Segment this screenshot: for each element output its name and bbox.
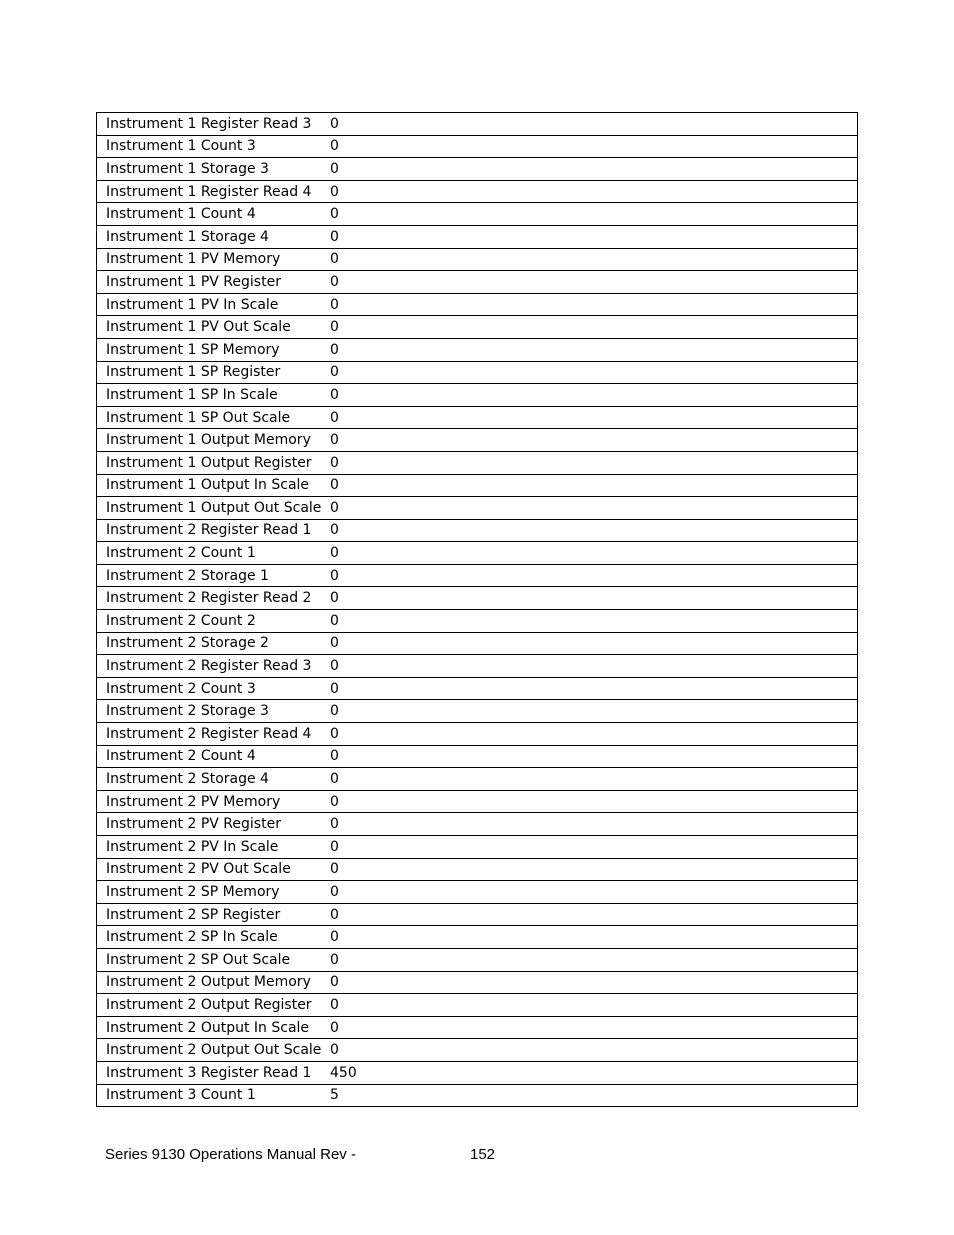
table-row: [97, 203, 858, 226]
parameter-name: Instrument 2 Register Read 3: [97, 655, 322, 678]
parameter-value: 0: [321, 790, 858, 813]
parameter-name: Instrument 1 Count 4: [97, 203, 322, 226]
parameter-name: Instrument 2 Count 1: [97, 542, 322, 565]
parameter-value: 0: [321, 271, 858, 294]
parameter-value: 0: [321, 497, 858, 520]
table-row: [97, 836, 858, 859]
table-row: [97, 768, 858, 791]
parameter-value: 0: [321, 338, 858, 361]
table-row: [97, 519, 858, 542]
parameter-value: 0: [321, 113, 858, 136]
parameter-name: Instrument 1 SP Out Scale: [97, 406, 322, 429]
table-row: [97, 948, 858, 971]
table-row: [97, 813, 858, 836]
parameter-value: 0: [321, 881, 858, 904]
table-row: [97, 1039, 858, 1062]
parameter-name: Instrument 1 SP Memory: [97, 338, 322, 361]
parameter-name: Instrument 1 Output Out Scale: [97, 497, 322, 520]
table-row: [97, 971, 858, 994]
parameter-name: Instrument 1 Output Register: [97, 451, 322, 474]
parameter-value: 450: [321, 1061, 858, 1084]
parameter-name: Instrument 2 SP In Scale: [97, 926, 322, 949]
parameter-name: Instrument 1 Storage 4: [97, 225, 322, 248]
table-row: [97, 745, 858, 768]
table-row: [97, 632, 858, 655]
table-row: [97, 293, 858, 316]
parameter-name: Instrument 2 Storage 4: [97, 768, 322, 791]
table-row: [97, 655, 858, 678]
table-row: [97, 677, 858, 700]
parameter-value: 0: [321, 384, 858, 407]
parameter-name: Instrument 2 Output Register: [97, 994, 322, 1017]
parameter-value: 0: [321, 971, 858, 994]
parameter-value: 0: [321, 836, 858, 859]
parameter-name: Instrument 2 SP Memory: [97, 881, 322, 904]
table-row: [97, 994, 858, 1017]
parameter-name: Instrument 2 PV In Scale: [97, 836, 322, 859]
parameter-name: Instrument 3 Register Read 1: [97, 1061, 322, 1084]
table-row: [97, 881, 858, 904]
parameter-value: 0: [321, 677, 858, 700]
parameter-name: Instrument 2 Count 3: [97, 677, 322, 700]
parameter-name: Instrument 1 Output In Scale: [97, 474, 322, 497]
parameter-value: 0: [321, 293, 858, 316]
parameter-name: Instrument 1 PV In Scale: [97, 293, 322, 316]
parameter-value: 0: [321, 248, 858, 271]
parameter-name: Instrument 2 PV Register: [97, 813, 322, 836]
parameter-value: 0: [321, 723, 858, 746]
table-row: [97, 271, 858, 294]
table-row: [97, 338, 858, 361]
table-row: [97, 451, 858, 474]
parameter-value: 0: [321, 948, 858, 971]
parameter-name: Instrument 2 Register Read 1: [97, 519, 322, 542]
parameter-name: Instrument 2 Output Memory: [97, 971, 322, 994]
parameter-name: Instrument 2 Storage 2: [97, 632, 322, 655]
parameter-name: Instrument 3 Count 1: [97, 1084, 322, 1107]
parameter-value: 0: [321, 700, 858, 723]
parameter-name: Instrument 1 Register Read 3: [97, 113, 322, 136]
parameter-table: [96, 112, 858, 1107]
parameter-value: 0: [321, 610, 858, 633]
parameter-value: 0: [321, 745, 858, 768]
table-row: [97, 180, 858, 203]
parameter-value: 0: [321, 542, 858, 565]
table-row: [97, 542, 858, 565]
parameter-name: Instrument 1 SP Register: [97, 361, 322, 384]
table-row: [97, 158, 858, 181]
parameter-table-body: [97, 113, 858, 1107]
parameter-value: 0: [321, 451, 858, 474]
parameter-value: 0: [321, 361, 858, 384]
parameter-value: 0: [321, 813, 858, 836]
table-row: [97, 1016, 858, 1039]
parameter-value: 0: [321, 180, 858, 203]
parameter-value: 0: [321, 1016, 858, 1039]
parameter-name: Instrument 2 Output In Scale: [97, 1016, 322, 1039]
table-row: [97, 1061, 858, 1084]
parameter-name: Instrument 2 SP Register: [97, 903, 322, 926]
parameter-name: Instrument 2 Register Read 2: [97, 587, 322, 610]
table-row: [97, 361, 858, 384]
parameter-value: 0: [321, 1039, 858, 1062]
parameter-value: 0: [321, 655, 858, 678]
table-row: [97, 316, 858, 339]
table-row: [97, 700, 858, 723]
parameter-name: Instrument 1 PV Memory: [97, 248, 322, 271]
table-row: [97, 474, 858, 497]
parameter-name: Instrument 1 PV Register: [97, 271, 322, 294]
parameter-name: Instrument 2 PV Out Scale: [97, 858, 322, 881]
parameter-value: 0: [321, 632, 858, 655]
parameter-value: 0: [321, 135, 858, 158]
parameter-name: Instrument 2 Register Read 4: [97, 723, 322, 746]
table-row: [97, 113, 858, 136]
table-row: [97, 564, 858, 587]
table-row: [97, 723, 858, 746]
parameter-value: 0: [321, 429, 858, 452]
parameter-name: Instrument 2 Count 4: [97, 745, 322, 768]
parameter-value: 0: [321, 926, 858, 949]
table-row: [97, 497, 858, 520]
parameter-value: 0: [321, 994, 858, 1017]
table-row: [97, 135, 858, 158]
parameter-name: Instrument 2 PV Memory: [97, 790, 322, 813]
parameter-name: Instrument 1 Register Read 4: [97, 180, 322, 203]
parameter-value: 0: [321, 519, 858, 542]
parameter-name: Instrument 1 Storage 3: [97, 158, 322, 181]
parameter-name: Instrument 1 Count 3: [97, 135, 322, 158]
parameter-value: 0: [321, 768, 858, 791]
parameter-value: 0: [321, 225, 858, 248]
parameter-value: 0: [321, 316, 858, 339]
table-row: [97, 610, 858, 633]
table-row: [97, 1084, 858, 1107]
table-row: [97, 248, 858, 271]
parameter-name: Instrument 1 SP In Scale: [97, 384, 322, 407]
parameter-value: 0: [321, 587, 858, 610]
table-row: [97, 384, 858, 407]
parameter-value: 0: [321, 158, 858, 181]
parameter-value: 0: [321, 564, 858, 587]
parameter-name: Instrument 2 SP Out Scale: [97, 948, 322, 971]
parameter-name: Instrument 2 Storage 1: [97, 564, 322, 587]
parameter-value: 0: [321, 406, 858, 429]
table-row: [97, 790, 858, 813]
footer-page-number: 152: [470, 1146, 496, 1163]
parameter-value: 5: [321, 1084, 858, 1107]
parameter-value: 0: [321, 858, 858, 881]
parameter-value: 0: [321, 903, 858, 926]
table-row: [97, 903, 858, 926]
table-row: [97, 587, 858, 610]
table-row: [97, 225, 858, 248]
table-row: [97, 429, 858, 452]
parameter-name: Instrument 2 Storage 3: [97, 700, 322, 723]
table-row: [97, 406, 858, 429]
parameter-value: 0: [321, 203, 858, 226]
footer-manual-title: Series 9130 Operations Manual Rev -: [105, 1146, 356, 1163]
table-row: [97, 858, 858, 881]
table-row: [97, 926, 858, 949]
parameter-name: Instrument 1 Output Memory: [97, 429, 322, 452]
parameter-name: Instrument 2 Output Out Scale: [97, 1039, 322, 1062]
parameter-name: Instrument 1 PV Out Scale: [97, 316, 322, 339]
parameter-value: 0: [321, 474, 858, 497]
parameter-name: Instrument 2 Count 2: [97, 610, 322, 633]
